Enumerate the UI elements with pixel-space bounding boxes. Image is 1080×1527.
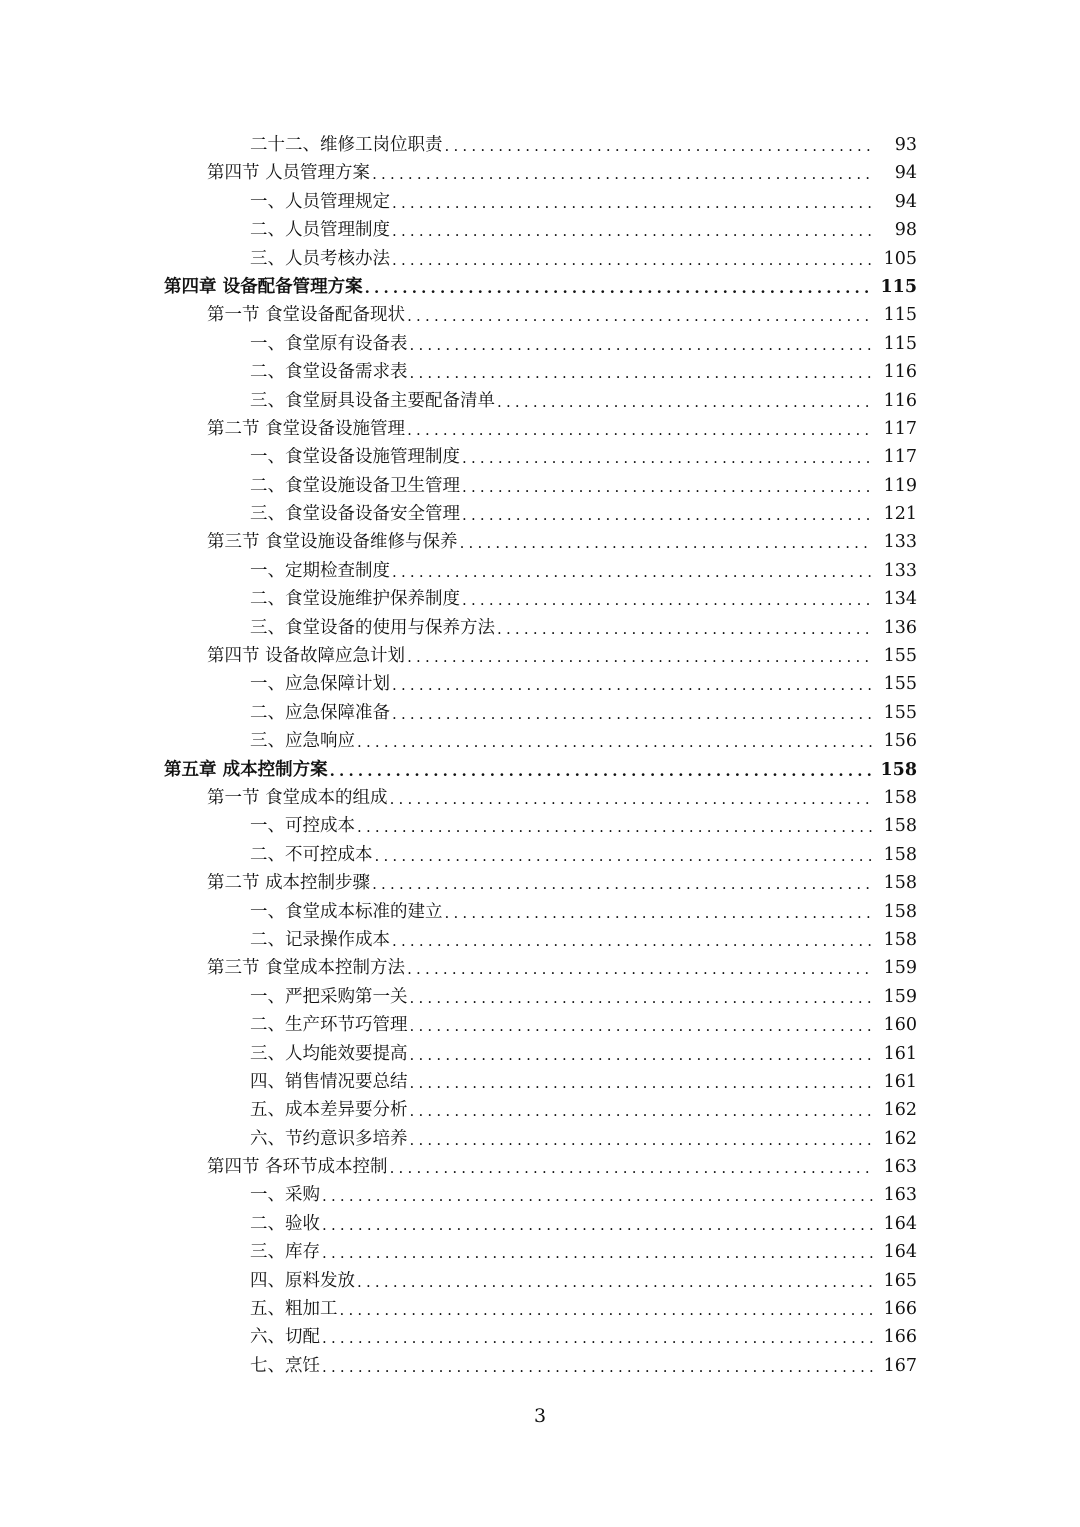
toc-entry-title: 第五章 成本控制方案	[164, 759, 328, 780]
toc-item-entry[interactable]	[0, 387, 1080, 415]
toc-item-entry[interactable]	[0, 983, 1080, 1011]
toc-entry-page: 158	[883, 844, 917, 865]
dot-leader	[375, 840, 874, 870]
toc-entry-page: 161	[883, 1071, 917, 1092]
toc-entry-page: 133	[883, 532, 917, 553]
toc-item-entry[interactable]	[0, 1295, 1080, 1323]
toc-item-entry[interactable]	[0, 699, 1080, 727]
toc-item-entry[interactable]	[0, 1210, 1080, 1238]
toc-entry-title: 一、食堂成本标准的建立	[250, 901, 443, 922]
dot-leader	[407, 300, 873, 330]
toc-section-entry[interactable]	[0, 301, 1080, 329]
dot-leader	[410, 1039, 874, 1069]
toc-entry-page: 155	[883, 674, 917, 695]
toc-entry-title: 三、人员考核办法	[250, 248, 390, 269]
toc-item-entry[interactable]	[0, 812, 1080, 840]
dot-leader	[322, 1180, 873, 1210]
toc-entry-title: 第四章 设备配备管理方案	[164, 276, 363, 297]
toc-entry-title: 二、食堂设施维护保养制度	[250, 589, 460, 610]
toc-section-entry[interactable]	[0, 415, 1080, 443]
dot-leader	[410, 1095, 874, 1125]
toc-item-entry[interactable]	[0, 1125, 1080, 1153]
toc-item-entry[interactable]	[0, 1040, 1080, 1068]
toc-section-entry[interactable]	[0, 528, 1080, 556]
toc-entry-title: 三、人均能效要提高	[250, 1043, 408, 1064]
dot-leader	[392, 187, 873, 217]
toc-section-entry[interactable]	[0, 642, 1080, 670]
toc-item-entry[interactable]	[0, 330, 1080, 358]
toc-section-entry[interactable]	[0, 1153, 1080, 1181]
dot-leader	[357, 726, 873, 756]
dot-leader	[462, 499, 873, 529]
toc-entry-page: 159	[883, 958, 917, 979]
dot-leader	[497, 386, 873, 416]
toc-section-entry[interactable]	[0, 159, 1080, 187]
toc-entry-page: 116	[883, 390, 917, 411]
toc-entry-page: 105	[883, 248, 917, 269]
toc-entry-title: 一、应急保障计划	[250, 674, 390, 695]
toc-item-entry[interactable]	[0, 1323, 1080, 1351]
toc-entry-page: 166	[883, 1299, 917, 1320]
toc-entry-title: 四、原料发放	[250, 1270, 355, 1291]
toc-item-entry[interactable]	[0, 500, 1080, 528]
dot-leader	[372, 868, 873, 898]
toc-entry-title: 第二节 成本控制步骤	[207, 873, 371, 894]
toc-entry-title: 第一节 食堂成本的组成	[207, 787, 388, 808]
toc-entry-page: 158	[880, 759, 917, 780]
dot-leader	[365, 272, 873, 302]
dot-leader	[340, 1294, 874, 1324]
dot-leader	[410, 357, 874, 387]
toc-entry-title: 第四节 设备故障应急计划	[207, 646, 406, 667]
toc-item-entry[interactable]	[0, 1181, 1080, 1209]
toc-entry-title: 三、食堂设备设备安全管理	[250, 504, 460, 525]
toc-entry-page: 94	[894, 191, 917, 212]
toc-entry-title: 三、食堂厨具设备主要配备清单	[250, 390, 495, 411]
toc-entry-page: 155	[883, 646, 917, 667]
toc-entry-title: 一、严把采购第一关	[250, 986, 408, 1007]
dot-leader	[357, 1266, 873, 1296]
toc-section-entry[interactable]	[0, 784, 1080, 812]
toc-entry-title: 三、食堂设备的使用与保养方法	[250, 617, 495, 638]
toc-entry-page: 155	[883, 702, 917, 723]
toc-entry-title: 第一节 食堂设备配备现状	[207, 305, 406, 326]
toc-entry-title: 四、销售情况要总结	[250, 1071, 408, 1092]
toc-item-entry[interactable]	[0, 216, 1080, 244]
toc-entry-page: 158	[883, 929, 917, 950]
toc-chapter-entry[interactable]	[0, 756, 1080, 784]
toc-item-entry[interactable]	[0, 131, 1080, 159]
toc-item-entry[interactable]	[0, 898, 1080, 926]
toc-entry-title: 一、定期检查制度	[250, 560, 390, 581]
dot-leader	[462, 442, 873, 472]
toc-entry-page: 133	[883, 560, 917, 581]
toc-item-entry[interactable]	[0, 926, 1080, 954]
toc-item-entry[interactable]	[0, 1068, 1080, 1096]
dot-leader	[330, 755, 873, 785]
toc-item-entry[interactable]	[0, 1238, 1080, 1266]
toc-entry-title: 一、人员管理规定	[250, 191, 390, 212]
dot-leader	[392, 244, 873, 274]
toc-item-entry[interactable]	[0, 1011, 1080, 1039]
toc-item-entry[interactable]	[0, 557, 1080, 585]
toc-entry-page: 158	[883, 901, 917, 922]
dot-leader	[390, 1152, 873, 1182]
toc-entry-title: 二十二、维修工岗位职责	[250, 135, 443, 155]
toc-item-entry[interactable]	[0, 245, 1080, 273]
toc-entry-title: 二、不可控成本	[250, 844, 373, 865]
dot-leader	[445, 130, 874, 160]
toc-entry-page: 161	[883, 1043, 917, 1064]
toc-entry-page: 166	[883, 1327, 917, 1348]
toc-entry-title: 五、成本差异要分析	[250, 1100, 408, 1121]
toc-section-entry[interactable]	[0, 954, 1080, 982]
dot-leader	[445, 897, 874, 927]
dot-leader	[392, 669, 873, 699]
toc-entry-title: 二、人员管理制度	[250, 220, 390, 241]
toc-entry-title: 第三节 食堂设施设备维修与保养	[207, 532, 458, 553]
dot-leader	[390, 783, 873, 813]
toc-entry-page: 164	[883, 1242, 917, 1263]
toc-entry-page: 117	[883, 447, 917, 468]
page-number: 3	[533, 1405, 547, 1427]
toc-chapter-entry[interactable]	[0, 273, 1080, 301]
dot-leader	[462, 584, 873, 614]
dot-leader	[392, 215, 873, 245]
toc-entry-page: 156	[883, 731, 917, 752]
toc-entry-title: 第四节 人员管理方案	[207, 163, 371, 184]
toc-entry-page: 160	[883, 1015, 917, 1036]
toc-entry-page: 94	[894, 163, 917, 184]
toc-entry-title: 五、粗加工	[250, 1299, 338, 1320]
dot-leader	[410, 1067, 874, 1097]
dot-leader	[322, 1322, 873, 1352]
toc-entry-title: 二、食堂设备需求表	[250, 362, 408, 383]
toc-entry-title: 七、烹饪	[250, 1355, 320, 1376]
toc-entry-page: 158	[883, 816, 917, 837]
toc-item-entry[interactable]	[0, 614, 1080, 642]
dot-leader	[392, 925, 873, 955]
dot-leader	[407, 953, 873, 983]
toc-entry-title: 三、库存	[250, 1242, 320, 1263]
dot-leader	[410, 982, 874, 1012]
toc-item-entry[interactable]	[0, 1096, 1080, 1124]
toc-item-entry[interactable]	[0, 841, 1080, 869]
toc-entry-page: 158	[883, 787, 917, 808]
toc-entry-page: 119	[883, 475, 917, 496]
toc-section-entry[interactable]	[0, 869, 1080, 897]
dot-leader	[392, 698, 873, 728]
toc-entry-page: 158	[883, 873, 917, 894]
toc-item-entry[interactable]	[0, 443, 1080, 471]
dot-leader	[410, 1010, 874, 1040]
dot-leader	[392, 556, 873, 586]
toc-entry-title: 二、生产环节巧管理	[250, 1015, 408, 1036]
toc-entry-title: 六、切配	[250, 1327, 320, 1348]
toc-entry-title: 二、记录操作成本	[250, 929, 390, 950]
dot-leader	[462, 471, 873, 501]
dot-leader	[407, 414, 873, 444]
table-of-contents	[0, 131, 1080, 1380]
toc-entry-page: 165	[883, 1270, 917, 1291]
toc-entry-title: 二、食堂设施设备卫生管理	[250, 475, 460, 496]
dot-leader	[322, 1237, 873, 1267]
toc-entry-page: 98	[894, 220, 917, 241]
toc-item-entry[interactable]	[0, 472, 1080, 500]
toc-item-entry[interactable]	[0, 670, 1080, 698]
toc-entry-page: 93	[894, 135, 917, 155]
toc-entry-page: 117	[883, 418, 917, 439]
toc-entry-page: 115	[883, 333, 917, 354]
toc-entry-title: 一、食堂原有设备表	[250, 333, 408, 354]
toc-entry-page: 163	[883, 1185, 917, 1206]
toc-item-entry[interactable]	[0, 727, 1080, 755]
dot-leader	[410, 1124, 874, 1154]
toc-entry-title: 一、可控成本	[250, 816, 355, 837]
toc-entry-title: 一、采购	[250, 1185, 320, 1206]
toc-entry-page: 121	[883, 504, 917, 525]
toc-entry-page: 115	[880, 276, 917, 297]
toc-entry-title: 一、食堂设备设施管理制度	[250, 447, 460, 468]
dot-leader	[407, 641, 873, 671]
toc-item-entry[interactable]	[0, 1352, 1080, 1380]
toc-entry-title: 二、应急保障准备	[250, 702, 390, 723]
dot-leader	[357, 811, 873, 841]
toc-entry-page: 134	[883, 589, 917, 610]
dot-leader	[322, 1209, 873, 1239]
dot-leader	[372, 158, 873, 188]
dot-leader	[322, 1351, 873, 1381]
toc-entry-title: 二、验收	[250, 1213, 320, 1234]
toc-entry-page: 167	[883, 1355, 917, 1376]
toc-item-entry[interactable]	[0, 585, 1080, 613]
dot-leader	[497, 613, 873, 643]
toc-item-entry[interactable]	[0, 188, 1080, 216]
dot-leader	[410, 329, 874, 359]
toc-entry-page: 116	[883, 362, 917, 383]
toc-entry-title: 第二节 食堂设备设施管理	[207, 418, 406, 439]
toc-entry-page: 136	[883, 617, 917, 638]
toc-entry-page: 164	[883, 1213, 917, 1234]
toc-item-entry[interactable]	[0, 358, 1080, 386]
toc-item-entry[interactable]	[0, 1267, 1080, 1295]
toc-entry-page: 162	[883, 1128, 917, 1149]
dot-leader	[460, 527, 873, 557]
toc-entry-page: 163	[883, 1157, 917, 1178]
toc-entry-title: 第四节 各环节成本控制	[207, 1157, 388, 1178]
toc-entry-title: 六、节约意识多培养	[250, 1128, 408, 1149]
toc-entry-title: 三、应急响应	[250, 731, 355, 752]
toc-entry-page: 162	[883, 1100, 917, 1121]
toc-entry-page: 159	[883, 986, 917, 1007]
toc-entry-page: 115	[883, 305, 917, 326]
toc-entry-title: 第三节 食堂成本控制方法	[207, 958, 406, 979]
